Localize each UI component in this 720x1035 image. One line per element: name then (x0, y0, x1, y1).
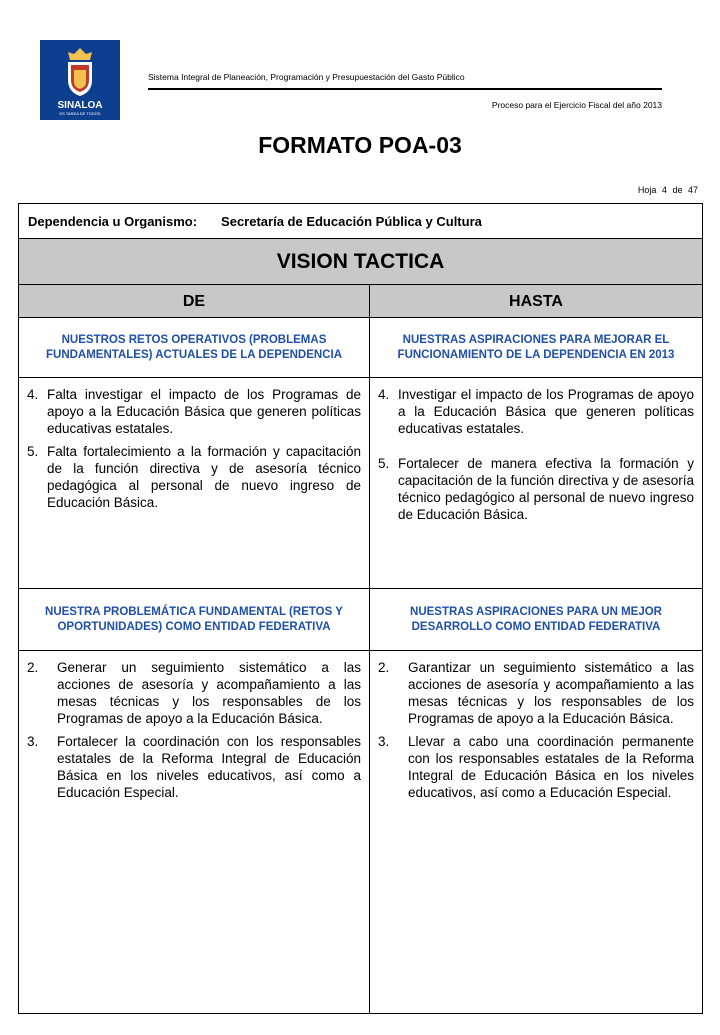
section2-left-list (27, 659, 361, 807)
svg-text:SINALOA: SINALOA (57, 100, 103, 111)
section2-body (19, 651, 702, 1013)
list-item: 4. Falta investigar el impacto de los Programas de apoyo a la Educación Básica que generen políticas educativas estatales. (27, 387, 361, 436)
section2-headings (19, 589, 702, 651)
system-title: Sistema Integral de Planeación, Programación y Presupuestación del Gasto Público (148, 72, 465, 82)
section2-left-cell (19, 651, 370, 1013)
sheet-counter (635, 185, 698, 195)
section1-left-heading: NUESTROS RETOS OPERATIVOS (PROBLEMAS FUNDAMENTALES) ACTUALES DE LA DEPENDENCIA (19, 318, 370, 377)
section2-right-list (378, 659, 694, 807)
section2-right-heading: NUESTRAS ASPIRACIONES PARA UN MEJOR DESARROLLO COMO ENTIDAD FEDERATIVA (410, 605, 662, 633)
vision-title: VISION TACTICA (19, 239, 702, 285)
list-item: 5. Falta fortalecimiento a la formación y capacitación de la función directiva y de asesoría técnico pedagógica al personal de nuevo ingreso de Educación Básica. (27, 444, 361, 510)
header-divider (148, 88, 662, 90)
poa-table (18, 203, 703, 1014)
dependencia-label: Dependencia u Organismo: (28, 213, 198, 229)
column-headers (19, 285, 702, 318)
list-item: 5. Fortalecer de manera efectiva la formación y capacitación de la función directiva y de asesoría técnico pedagógico al personal de nuevo ingreso de Educación Básica. (378, 456, 694, 522)
column-de: DE (19, 285, 370, 317)
section1-headings (19, 318, 702, 378)
list-item: 3. Fortalecer la coordinación con los responsables estatales de la Reforma Integral de Educación Básica en los niveles educativos, así como a Educación Especial. (27, 734, 361, 800)
format-title: FORMATO POA-03 (258, 132, 462, 158)
section1-right-heading: NUESTRAS ASPIRACIONES PARA MEJORAR EL FUNCIONAMIENTO DE LA DEPENDENCIA EN 2013 (397, 333, 675, 361)
list-item: 4. Investigar el impacto de los Programas de apoyo a la Educación Básica que generen políticas educativas estatales. (378, 387, 694, 436)
section1-right-cell (370, 378, 702, 588)
process-label: Proceso para el Ejercicio Fiscal del año 2013 (491, 100, 662, 110)
sinaloa-logo (40, 40, 120, 120)
dependencia-value: Secretaría de Educación Pública y Cultura (221, 213, 482, 229)
section1-body (19, 378, 702, 589)
dependencia-row (19, 204, 702, 239)
svg-text:ES TAREA DE TODOS: ES TAREA DE TODOS (59, 111, 101, 116)
sheet-of-label: de (672, 185, 683, 195)
column-hasta: HASTA (509, 293, 563, 310)
sheet-label: Hoja (637, 185, 657, 195)
section2-left-heading: NUESTRA PROBLEMÁTICA FUNDAMENTAL (RETOS Y OPORTUNIDADES) COMO ENTIDAD FEDERATIVA (19, 589, 370, 650)
section1-right-list (378, 386, 694, 529)
list-item: 2. Garantizar un seguimiento sistemático a las acciones de asesoría y acompañamiento a las mesas técnicas y los responsables de los Programas de apoyo a la Educación Básica. (378, 660, 694, 726)
list-item: 3. Llevar a cabo una coordinación permanente con los responsables estatales de la Reforma Integral de Educación Básica en los niveles educativos, así como a Educación Especial. (378, 734, 694, 800)
section1-left-cell (19, 378, 370, 588)
list-item: 2. Generar un seguimiento sistemático a las acciones de asesoría y acompañamiento a las mesas técnicas y los responsables de los Programas de apoyo a la Educación Básica. (27, 660, 361, 726)
coat-of-arms-icon (40, 40, 120, 120)
section1-left-list (27, 386, 361, 517)
section2-right-cell (370, 651, 702, 1013)
sheet-number: 4 (661, 185, 667, 195)
sheet-total: 47 (687, 185, 698, 195)
